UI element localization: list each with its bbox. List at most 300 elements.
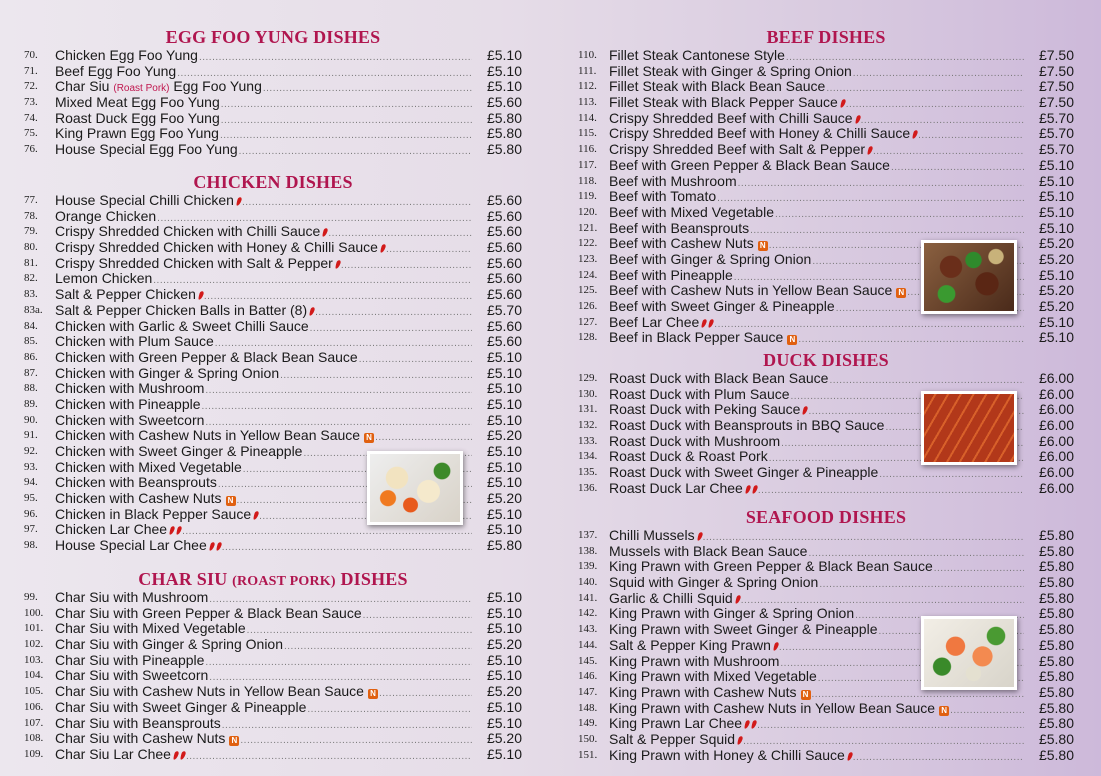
item-number: 92.: [24, 445, 38, 457]
chilli-icon: [745, 484, 752, 494]
item-number: 139.: [578, 560, 598, 573]
item-name-text: Orange Chicken: [55, 208, 157, 224]
section-heading: BEEF DISHES: [766, 27, 886, 47]
menu-item-row: [578, 575, 1074, 591]
menu-item-row: [24, 700, 522, 716]
item-name-text: Chicken in Black Pepper Sauce: [55, 506, 252, 522]
item-price: £5.60: [486, 94, 522, 111]
menu-item-row: [578, 465, 1074, 481]
item-number: 113.: [578, 96, 597, 109]
item-number: 118.: [578, 174, 597, 187]
item-number: 129.: [578, 372, 598, 384]
menu-item-row: [578, 221, 1074, 237]
item-price: £5.10: [486, 474, 522, 491]
chilli-icon: [751, 720, 758, 730]
item-number: 137.: [578, 529, 598, 541]
chilli-icon: [180, 750, 187, 760]
item-number: 119.: [578, 190, 597, 203]
item-name-text: King Prawn Egg Foo Yung: [55, 126, 219, 142]
item-number: 85.: [24, 335, 38, 348]
section-heading: CHICKEN DISHES: [193, 172, 353, 192]
beef-dish-photo: [921, 240, 1017, 314]
item-number: 83a.: [24, 303, 43, 316]
item-number: 117.: [578, 158, 597, 171]
item-name-text: Roast Duck Lar Chee: [609, 480, 743, 496]
menu-item-row: [24, 668, 522, 684]
item-price: £6.00: [1038, 479, 1074, 496]
item-price: £5.80: [486, 537, 522, 554]
chilli-icon: [236, 197, 243, 207]
menu-item-row: [24, 428, 522, 444]
item-price: £5.20: [1038, 250, 1074, 267]
item-price: £5.70: [1038, 109, 1074, 126]
item-number: 133.: [578, 434, 598, 447]
item-name-text: House Special Lar Chee: [55, 538, 207, 554]
menu-item-row: [578, 174, 1074, 190]
menu-item-row: [24, 637, 522, 653]
menu-item-row: [24, 538, 522, 554]
item-name-text: Garlic & Chilli Squid: [609, 590, 733, 606]
menu-item-row: [578, 64, 1074, 80]
item-price: £5.60: [486, 239, 522, 256]
item-number: 75.: [24, 127, 38, 140]
menu-item-row: [578, 111, 1074, 127]
chilli-icon: [708, 318, 715, 328]
menu-item-row: [24, 64, 522, 80]
item-price: £7.50: [1038, 94, 1074, 111]
menu-item-row: [24, 193, 522, 209]
menu-item-row: [24, 287, 522, 303]
item-name-text: Fillet Steak with Ginger & Spring Onion: [609, 63, 852, 79]
item-number: 72.: [24, 80, 38, 93]
item-price: £6.00: [1038, 432, 1074, 449]
item-price: £5.80: [1038, 683, 1074, 700]
item-name-text: Beef in Black Pepper Sauce: [609, 330, 784, 346]
menu-item-row: [578, 732, 1074, 748]
item-number: 78.: [24, 209, 38, 222]
heading-end: DISHES: [340, 569, 408, 589]
item-number: 84.: [24, 319, 38, 332]
item-number: 87.: [24, 366, 38, 379]
item-name-text: King Prawn with Mushroom: [609, 653, 780, 669]
menu-item-row: [24, 590, 522, 606]
item-price: £5.10: [486, 47, 522, 63]
item-name-text: Chilli Mussels: [609, 528, 695, 543]
chilli-icon: [734, 594, 741, 604]
menu-item-row: [24, 126, 522, 142]
item-price: £5.60: [486, 333, 522, 350]
chilli-icon: [169, 526, 176, 536]
chilli-icon: [335, 259, 342, 269]
item-name-text: Chicken with Beansprouts: [55, 475, 217, 491]
item-price: £5.10: [486, 505, 522, 522]
item-price: £5.80: [486, 141, 522, 158]
item-name-text: Beef with Green Pepper & Black Bean Sauce: [609, 157, 890, 173]
item-name-text: Chicken with Mushroom: [55, 381, 205, 397]
menu-item-row: [578, 126, 1074, 142]
item-number: 135.: [578, 466, 598, 479]
item-number: 141.: [578, 591, 598, 604]
menu-item-row: [24, 413, 522, 429]
item-price: £5.20: [1038, 282, 1074, 299]
item-name-text: King Prawn with Cashew Nuts in Yellow Bean Sauce: [609, 700, 936, 716]
item-price: £6.00: [1038, 417, 1074, 434]
item-name-text: Chicken with Sweet Ginger & Pineapple: [55, 444, 303, 459]
item-name-text: Chicken with Mixed Vegetable: [55, 459, 242, 475]
item-name-text: Crispy Shredded Chicken with Chilli Sauce: [55, 224, 321, 240]
item-name-text: Lemon Chicken: [55, 271, 153, 287]
item-price: £5.20: [486, 683, 522, 700]
item-price: £5.10: [486, 620, 522, 637]
item-number: 131.: [578, 403, 598, 416]
item-number: 126.: [578, 300, 598, 312]
item-number: 100.: [24, 606, 44, 619]
menu-item-row: [24, 209, 522, 225]
item-price: £5.80: [1038, 715, 1074, 732]
item-price: £5.20: [486, 730, 522, 747]
item-price: £5.60: [486, 254, 522, 271]
item-name-text: Egg Foo Yung: [173, 79, 262, 95]
item-price: £5.80: [1038, 699, 1074, 716]
chilli-icon: [198, 291, 205, 301]
menu-item-row: [24, 366, 522, 382]
chilli-icon: [322, 228, 329, 238]
item-name-text: Chicken Lar Chee: [55, 522, 168, 538]
item-number: 73.: [24, 96, 38, 109]
item-number: 143.: [578, 623, 598, 636]
item-number: 88.: [24, 382, 38, 395]
item-name-text: Beef with Ginger & Spring Onion: [609, 251, 812, 267]
item-number: 83.: [24, 288, 38, 301]
item-name-text: Char Siu with Ginger & Spring Onion: [55, 637, 283, 653]
item-name-text: Beef with Pineapple: [609, 267, 733, 283]
item-price: £5.20: [486, 427, 522, 444]
item-price: £5.10: [1038, 219, 1074, 236]
item-price: £5.10: [1038, 313, 1074, 330]
chilli-icon: [208, 542, 215, 552]
item-price: £5.80: [1038, 652, 1074, 669]
item-name-text: King Prawn with Ginger & Spring Onion: [609, 606, 855, 622]
item-price: £5.10: [486, 458, 522, 475]
item-number: 110.: [578, 49, 597, 61]
item-number: 132.: [578, 419, 598, 432]
chilli-icon: [737, 736, 744, 746]
item-number: 96.: [24, 507, 38, 520]
menu-item-row: [24, 397, 522, 413]
chilli-icon: [867, 146, 874, 156]
item-number: 93.: [24, 460, 38, 473]
heading-main: CHAR SIU: [138, 569, 228, 589]
item-number: 79.: [24, 225, 38, 238]
item-name-text: Roast Duck with Black Bean Sauce: [609, 371, 829, 386]
item-number: 74.: [24, 111, 38, 124]
item-number: 94.: [24, 476, 38, 489]
item-price: £5.80: [1038, 589, 1074, 606]
nut-icon: N: [229, 736, 239, 746]
item-name-text: Chicken Egg Foo Yung: [55, 48, 198, 63]
menu-item-row: [24, 653, 522, 669]
menu-item-row: [578, 481, 1074, 497]
item-price: £6.00: [1038, 385, 1074, 402]
item-number: 151.: [578, 748, 598, 761]
item-price: £5.80: [1038, 668, 1074, 685]
item-price: £5.60: [486, 223, 522, 240]
nut-icon: N: [368, 689, 378, 699]
menu-item-row: [578, 79, 1074, 95]
nut-icon: N: [787, 335, 797, 345]
chilli-icon: [173, 750, 180, 760]
item-number: 121.: [578, 221, 598, 234]
item-number: 115.: [578, 127, 597, 140]
menu-item-row: [578, 48, 1074, 64]
item-name-text: House Special Chilli Chicken: [55, 193, 234, 208]
menu-item-row: [578, 330, 1074, 346]
menu-item-row: [24, 240, 522, 256]
item-number: 101.: [24, 622, 44, 635]
item-price: £5.10: [1038, 188, 1074, 205]
menu-item-row: [578, 371, 1074, 387]
menu-item-row: [24, 303, 522, 319]
chilli-icon: [744, 720, 751, 730]
item-name-text: Beef with Sweet Ginger & Pineapple: [609, 299, 835, 314]
item-price: £5.10: [486, 380, 522, 397]
item-name-text: Char Siu: [55, 79, 110, 95]
nut-icon: N: [801, 690, 811, 700]
menu-item-row: [578, 95, 1074, 111]
menu-item-row: [24, 606, 522, 622]
item-price: £5.80: [1038, 542, 1074, 559]
menu-item-row: [24, 256, 522, 272]
item-name-text: Mixed Meat Egg Foo Yung: [55, 95, 220, 111]
item-price: £5.80: [1038, 636, 1074, 653]
item-price: £5.10: [486, 698, 522, 715]
menu-item-row: [578, 189, 1074, 205]
nut-icon: N: [896, 288, 906, 298]
item-number: 102.: [24, 638, 44, 651]
item-price: £5.80: [1038, 605, 1074, 622]
section-heading: EGG FOO YUNG DISHES: [165, 27, 381, 47]
item-price: £5.10: [486, 348, 522, 365]
item-price: £7.50: [1038, 78, 1074, 95]
menu-item-row: [24, 271, 522, 287]
menu-item-row: [24, 621, 522, 637]
item-name-text: Chicken with Pineapple: [55, 396, 201, 412]
item-number: 99.: [24, 591, 38, 603]
item-number: 104.: [24, 669, 44, 682]
item-number: 136.: [578, 481, 598, 494]
item-price: £6.00: [1038, 370, 1074, 386]
item-price: £5.10: [486, 395, 522, 412]
heading-sub: (ROAST PORK): [232, 574, 336, 589]
item-number: 140.: [578, 576, 598, 589]
menu-item-row: [578, 158, 1074, 174]
item-price: £5.10: [1038, 203, 1074, 220]
chilli-icon: [696, 532, 703, 542]
item-number: 95.: [24, 492, 38, 505]
menu-item-row: [578, 528, 1074, 544]
item-name: [609, 748, 1024, 766]
item-number: 120.: [578, 205, 598, 218]
menu-item-row: [24, 142, 522, 158]
item-name-text: Char Siu with Mushroom: [55, 590, 209, 605]
item-number: 111.: [578, 64, 597, 77]
item-price: £7.50: [1038, 47, 1074, 63]
item-name-text: Roast Duck with Plum Sauce: [609, 386, 790, 402]
item-price: £5.70: [486, 301, 522, 318]
item-price: £5.80: [1038, 558, 1074, 575]
menu-item-row: [24, 319, 522, 335]
item-number: 128.: [578, 331, 598, 344]
menu-item-row: [578, 748, 1074, 764]
item-number: 70.: [24, 49, 38, 61]
nut-icon: N: [758, 241, 768, 251]
item-price: £5.10: [486, 521, 522, 538]
item-price: £5.80: [1038, 730, 1074, 747]
item-name-text: Chicken with Garlic & Sweet Chilli Sauce: [55, 318, 309, 334]
item-name-text: Chicken with Cashew Nuts: [55, 491, 222, 507]
section-char-siu: [24, 568, 522, 763]
item-name-text: Chicken with Ginger & Spring Onion: [55, 365, 280, 381]
item-number: 122.: [578, 237, 598, 250]
item-name-text: Char Siu with Mixed Vegetable: [55, 621, 246, 637]
item-number: 98.: [24, 539, 38, 552]
chilli-icon: [773, 641, 780, 651]
item-price: £5.10: [486, 411, 522, 428]
menu-item-row: [24, 716, 522, 732]
item-number: 81.: [24, 256, 38, 269]
item-name-text: King Prawn with Cashew Nuts: [609, 684, 797, 700]
item-price: £5.80: [1038, 746, 1074, 763]
section-egg-foo-yung: [24, 26, 522, 158]
item-price: £7.50: [1038, 62, 1074, 79]
item-number: 124.: [578, 268, 598, 281]
item-number: 127.: [578, 315, 598, 328]
item-number: 146.: [578, 670, 598, 683]
item-price: £5.80: [486, 109, 522, 126]
item-number: 97.: [24, 523, 38, 536]
item-name-text: Char Siu with Pineapple: [55, 652, 205, 668]
item-number: 103.: [24, 653, 44, 666]
item-name-text: Char Siu with Sweetcorn: [55, 668, 209, 684]
item-name-text: Beef with Mixed Vegetable: [609, 204, 774, 220]
chilli-icon: [854, 114, 861, 124]
item-note: (Roast Pork): [113, 83, 170, 95]
item-name-text: House Special Egg Foo Yung: [55, 142, 238, 158]
item-number: 134.: [578, 450, 598, 463]
chilli-icon: [176, 526, 183, 536]
menu-item-row: [24, 95, 522, 111]
menu-item-row: [24, 111, 522, 127]
item-number: 76.: [24, 143, 38, 156]
item-price: £5.10: [486, 364, 522, 381]
item-name-text: Beef with Cashew Nuts: [609, 236, 754, 252]
item-number: 145.: [578, 654, 598, 667]
item-name: [55, 747, 472, 765]
item-number: 116.: [578, 143, 597, 156]
item-price: £5.70: [1038, 125, 1074, 142]
item-name-text: Beef with Cashew Nuts in Yellow Bean Sauce: [609, 283, 893, 299]
item-name-text: Salt & Pepper Chicken: [55, 287, 196, 303]
item-number: 105.: [24, 685, 44, 698]
item-number: 106.: [24, 700, 44, 713]
nut-icon: N: [364, 433, 374, 443]
menu-item-row: [578, 701, 1074, 717]
menu-item-row: [578, 559, 1074, 575]
item-price: £5.20: [1038, 298, 1074, 314]
item-name: [55, 538, 472, 556]
item-price: £5.20: [486, 490, 522, 507]
item-price: £5.20: [1038, 235, 1074, 252]
item-price: £5.60: [486, 207, 522, 224]
item-number: 125.: [578, 284, 598, 297]
section-heading: DUCK DISHES: [763, 350, 889, 370]
item-name-text: Roast Duck & Roast Pork: [609, 449, 768, 465]
chicken-dish-photo: [367, 451, 463, 525]
menu-item-row: [578, 205, 1074, 221]
item-name-text: Char Siu with Cashew Nuts in Yellow Bean Sauce: [55, 684, 364, 700]
item-number: 80.: [24, 241, 38, 254]
item-name-text: Chicken with Cashew Nuts in Yellow Bean Sauce: [55, 428, 361, 444]
item-name-text: Char Siu with Sweet Ginger & Pineapple: [55, 699, 307, 715]
item-name-text: Crispy Shredded Beef with Salt & Pepper: [609, 142, 866, 158]
item-name-text: Char Siu Lar Chee: [55, 746, 171, 762]
item-price: £5.60: [486, 192, 522, 208]
menu-item-row: [578, 544, 1074, 560]
item-name-text: Beef Egg Foo Yung: [55, 63, 177, 79]
menu-item-row: [24, 79, 522, 95]
item-number: 71.: [24, 64, 38, 77]
item-number: 147.: [578, 685, 598, 698]
item-name-text: King Prawn with Green Pepper & Black Bean Sauce: [609, 559, 933, 575]
item-number: 148.: [578, 701, 598, 714]
item-name-text: King Prawn with Sweet Ginger & Pineapple: [609, 622, 878, 638]
item-name-text: Roast Duck Egg Foo Yung: [55, 110, 220, 126]
item-name-text: Char Siu with Green Pepper & Black Bean Sauce: [55, 605, 362, 621]
item-name-text: King Prawn with Mixed Vegetable: [609, 669, 817, 685]
section-heading: [24, 568, 522, 590]
item-list: [24, 590, 522, 763]
item-number: 90.: [24, 413, 38, 426]
item-number: 82.: [24, 272, 38, 285]
item-price: £5.10: [486, 745, 522, 762]
item-name-text: Salt & Pepper Chicken Balls in Batter (8): [55, 302, 308, 318]
item-price: £5.70: [1038, 141, 1074, 158]
item-number: 150.: [578, 732, 598, 745]
menu-item-row: [24, 381, 522, 397]
item-price: £5.10: [1038, 266, 1074, 283]
duck-dish-photo: [921, 391, 1017, 465]
item-name-text: Roast Duck with Peking Sauce: [609, 402, 801, 418]
item-name-text: Mussels with Black Bean Sauce: [609, 543, 808, 559]
nut-icon: N: [939, 706, 949, 716]
item-name-text: Fillet Steak with Black Pepper Sauce: [609, 95, 838, 111]
item-price: £6.00: [1038, 464, 1074, 481]
item-price: £5.80: [1038, 574, 1074, 591]
item-number: 149.: [578, 717, 598, 730]
seafood-dish-photo: [921, 616, 1017, 690]
item-number: 86.: [24, 350, 38, 363]
item-name-text: Beef Lar Chee: [609, 314, 700, 330]
item-price: £5.60: [486, 270, 522, 287]
item-name-text: Fillet Steak Cantonese Style: [609, 48, 785, 63]
menu-item-row: [24, 48, 522, 64]
menu-item-row: [24, 334, 522, 350]
item-number: 77.: [24, 194, 38, 206]
item-number: 144.: [578, 638, 598, 651]
nut-icon: N: [226, 496, 236, 506]
chilli-icon: [309, 306, 316, 316]
chilli-icon: [912, 130, 919, 140]
